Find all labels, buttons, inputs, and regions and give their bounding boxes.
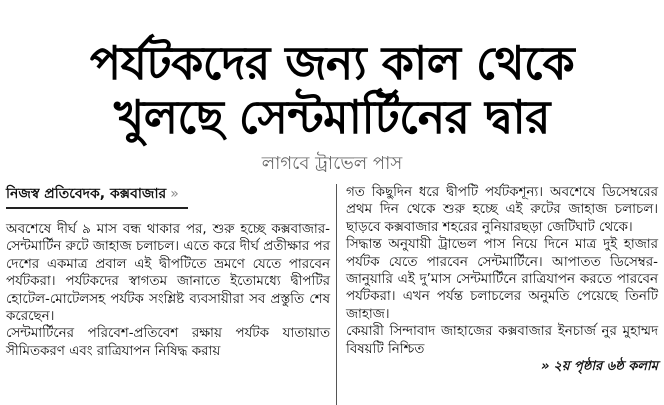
headline-line-1: পর্যটকদের জন্য কাল থেকে [89, 36, 575, 90]
headline-line-2: খুলছে সেন্টমার্টিনের দ্বার [114, 90, 550, 144]
left-column [6, 184, 330, 360]
chevron-right-icon: » [170, 186, 179, 202]
article-paragraph: সেন্টমার্টিনের পরিবেশ-প্রতিবেশ রক্ষায় পর্যটক যাতায়াত সীমিতকরণ এবং রাত্রিযাপন নিষিদ্ধ করায় [6, 326, 330, 359]
chevron-right-icon: » [540, 359, 550, 375]
column-divider [336, 184, 337, 405]
byline [6, 184, 188, 209]
article-paragraph: সিদ্ধান্ত অনুযায়ী ট্রাভেল পাস নিয়ে দিনে মাত্র দুই হাজার পর্যটক যেতে পারবেন সেন্টমার্টিনে। আপাতত ডিসেম্বর-জানুয়ারি এই দু’মাস সেন্টমার্টিনে রাত্রিযাপন করতে পারবেন পর্যটকরা। এখন পর্যন্ত চলাচলের অনুমতি পেয়েছে তিনটি জাহাজ। [346, 237, 658, 322]
article-paragraph: অবশেষে দীর্ঘ ৯ মাস বন্ধ থাকার পর, শুরু হচ্ছে কক্সবাজার-সেন্টমার্টিন রুটে জাহাজ চলাচল। এতে করে দীর্ঘ প্রতীক্ষার পর দেশের একমাত্র প্রবাল এই দ্বীপটিতে ভ্রমণে যেতে পারবেন পর্যটকরা। পর্যটকদের স্বাগতম জানাতে ইতোমধ্যে দ্বীপটির হোটেল-মোটেলসহ পর্যটক সংশ্লিষ্ট ব্যবসায়ীরা সব প্রস্তুতি শেষ করেছেন। [6, 222, 330, 325]
article-paragraph: গত কিছুদিন ধরে দ্বীপটি পর্যটকশূন্য। অবশেষে ডিসেম্বরের প্রথম দিন থেকে শুরু হচ্ছে এই রুটের জাহাজ চলাচল। ছাড়বে কক্সবাজার শহরের নুনিয়ারছড়া জেটিঘাট থেকে। [346, 185, 658, 235]
continuation-text: ২য় পৃষ্ঠার ৬ষ্ঠ কলাম [553, 359, 658, 375]
continuation-reference [346, 358, 658, 375]
right-column [346, 184, 658, 375]
article-paragraph: কেয়ারী সিন্দাবাদ জাহাজের কক্সবাজার ইনচার্জ নুর মুহাম্মদ বিষয়টি নিশ্চিত [346, 324, 658, 357]
subheadline: লাগবে ট্রাভেল পাস [261, 153, 403, 174]
byline-text: নিজস্ব প্রতিবেদক, কক্সবাজার [6, 186, 167, 202]
headline [0, 36, 664, 144]
